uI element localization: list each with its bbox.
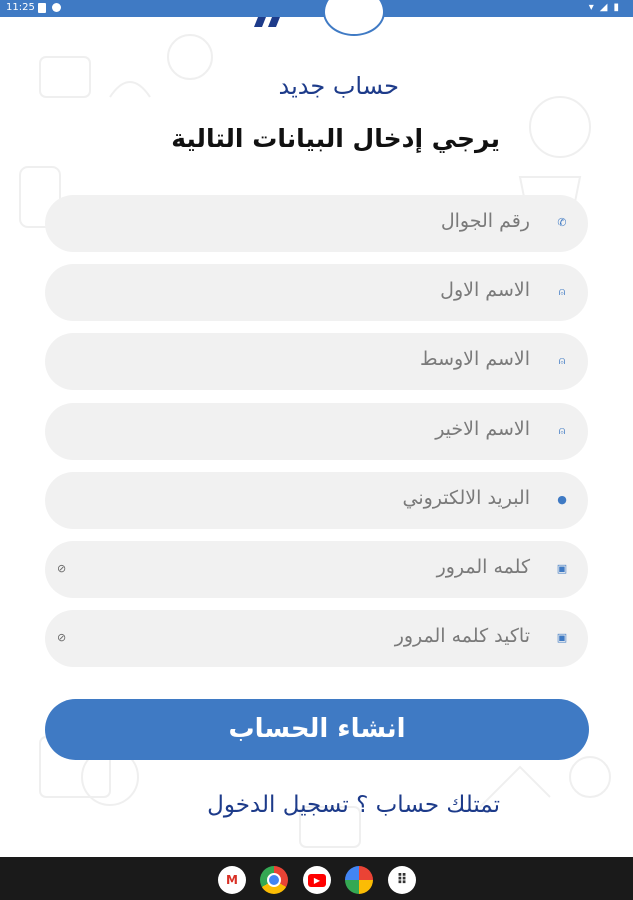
signal-icon: ◢	[599, 2, 608, 13]
first-name-field[interactable]	[45, 264, 588, 321]
create-account-button[interactable]: انشاء الحساب	[45, 699, 589, 760]
login-link[interactable]: تمتلك حساب ؟ تسجيل الدخول	[207, 792, 500, 818]
app-drawer-icon[interactable]: ⠿	[388, 866, 416, 894]
person-icon: ⍝	[558, 285, 566, 298]
status-bar	[0, 0, 633, 17]
phone-icon: ✆	[557, 216, 567, 229]
notification-icon	[52, 3, 61, 12]
last-name-placeholder: الاسم الاخير	[435, 418, 530, 440]
confirm-password-placeholder: تاكيد كلمه المرور	[394, 625, 530, 647]
chrome-icon[interactable]	[260, 866, 288, 894]
phone-placeholder: رقم الجوال	[440, 210, 530, 232]
password-field[interactable]	[45, 541, 588, 598]
page-subtitle: يرجي إدخال البيانات التالية	[171, 124, 500, 153]
person-icon: ⍝	[558, 354, 566, 367]
middle-name-placeholder: الاسم الاوسط	[420, 348, 530, 370]
confirm-password-field[interactable]	[45, 610, 588, 667]
lock-icon: ▣	[556, 562, 568, 575]
password-placeholder: كلمه المرور	[436, 556, 530, 578]
middle-name-field[interactable]	[45, 333, 588, 390]
status-time: 11:25	[6, 2, 35, 13]
last-name-field[interactable]	[45, 403, 588, 460]
email-icon: ●	[557, 493, 567, 506]
email-placeholder: البريد الالكتروني	[402, 487, 530, 509]
person-icon: ⍝	[558, 424, 566, 437]
youtube-icon[interactable]: ▶	[303, 866, 331, 894]
sim-icon	[38, 3, 46, 13]
status-indicators	[589, 2, 619, 13]
gmail-icon[interactable]: M	[218, 866, 246, 894]
wifi-icon: ▾	[588, 2, 594, 13]
first-name-placeholder: الاسم الاول	[440, 279, 530, 301]
eye-off-icon[interactable]: ⊘	[57, 631, 67, 644]
page-title: حساب جديد	[278, 72, 399, 100]
photos-icon[interactable]	[345, 866, 373, 894]
eye-off-icon[interactable]: ⊘	[57, 562, 67, 575]
logo-fragment	[252, 17, 312, 27]
battery-icon: ▮	[613, 2, 619, 13]
lock-icon: ▣	[556, 631, 568, 644]
email-field[interactable]	[45, 472, 588, 529]
phone-field[interactable]	[45, 195, 588, 252]
